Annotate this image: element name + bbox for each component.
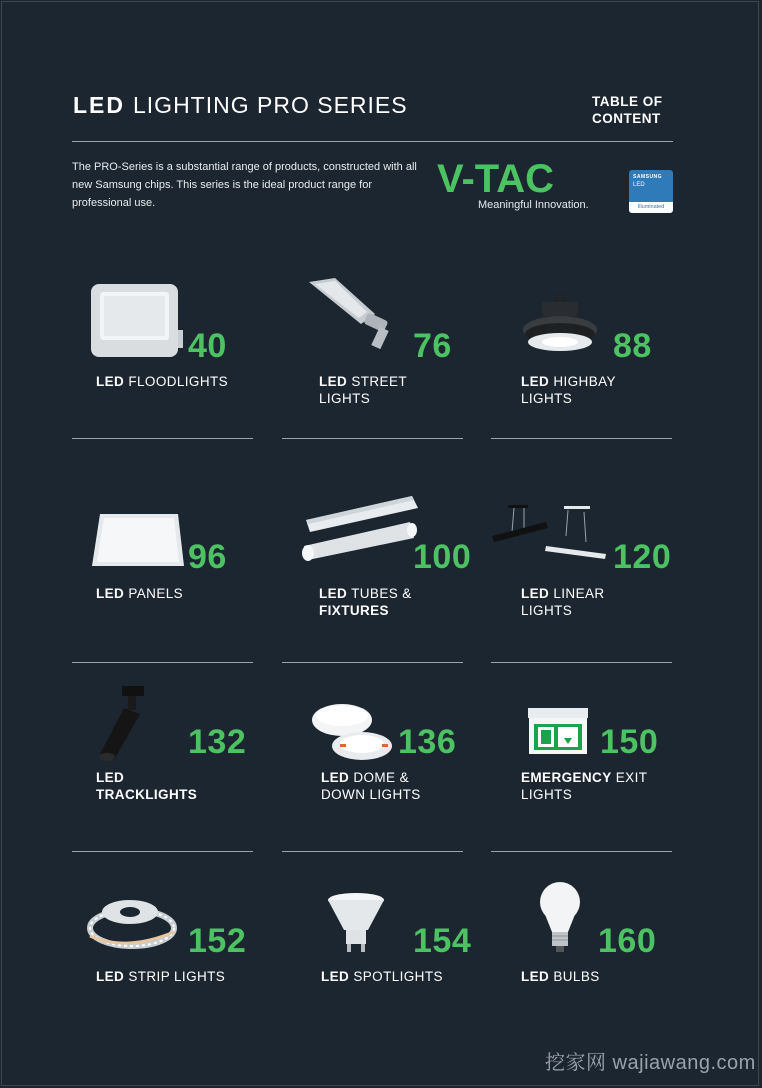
page-number-dome-down-lights: 136 [398,723,457,761]
divider-row2-col2 [282,662,463,663]
label-panels[interactable]: LED PANELS [96,586,184,601]
bulb-icon [538,878,586,958]
divider-row3-col3 [491,851,672,852]
label-street-lights[interactable]: LED STREET LIGHTS [319,374,408,406]
tracklight-icon [94,684,174,764]
vtac-logo [437,160,599,196]
label-bulbs[interactable]: LED BULBS [521,969,600,984]
label-linear-lights[interactable]: LED LINEAR LIGHTS [521,586,605,618]
divider-row2-col3 [491,662,672,663]
page-title: LED LIGHTING PRO SERIES [73,92,408,118]
divider-row2-col1 [72,662,253,663]
label-floodlights[interactable]: LED FLOODLIGHTS [96,374,229,389]
page-number-emergency-exit-lights: 150 [600,723,659,761]
page-number-street-lights: 76 [413,327,452,365]
divider-row1-col1 [72,438,253,439]
header-divider [72,141,673,142]
page-number-highbay-lights: 88 [613,327,652,365]
label-emergency-exit-lights[interactable]: EMERGENCY EXIT LIGHTS [521,770,648,802]
page-number-strip-lights: 152 [188,922,247,960]
strip-light-icon [86,896,178,952]
brand-tagline: Meaningful Innovation. [478,199,589,211]
tube-icon [300,494,420,566]
street-light-icon [305,276,400,352]
dome-light-icon [310,700,400,762]
svg-text:V-TAC: V-TAC [437,160,555,196]
spotlight-icon [326,892,386,956]
highbay-icon [520,292,600,358]
linear-light-icon [490,502,610,562]
divider-row1-col3 [491,438,672,439]
panel-icon [90,512,185,568]
label-tracklights[interactable]: LED TRACKLIGHTS [96,770,198,802]
label-spotlights[interactable]: LED SPOTLIGHTS [321,969,443,984]
floodlight-icon [88,282,183,360]
divider-row1-col2 [282,438,463,439]
divider-row3-col1 [72,851,253,852]
watermark: 挖家网 wajiawang.com [545,1052,756,1074]
toc-heading: TABLE OF CONTENT [592,94,663,126]
page-number-floodlights: 40 [188,327,227,365]
page-number-spotlights: 154 [413,922,472,960]
label-dome-down-lights[interactable]: LED DOME & DOWN LIGHTS [321,770,421,802]
page-number-linear-lights: 120 [613,538,672,576]
label-highbay-lights[interactable]: LED HIGHBAY LIGHTS [521,374,616,406]
label-strip-lights[interactable]: LED STRIP LIGHTS [96,969,226,984]
label-tubes-fixtures[interactable]: LED TUBES & FIXTURES [319,586,412,618]
intro-text: The PRO-Series is a substantial range of products, constructed with all new Samsung chips. This series is the ideal product range for professional use. [72,161,417,209]
page-number-panels: 96 [188,538,227,576]
page-number-tracklights: 132 [188,723,247,761]
exit-sign-icon [528,708,588,756]
samsung-led-badge: SAMSUNG LED Illuminated [629,170,673,213]
divider-row3-col2 [282,851,463,852]
page-number-tubes-fixtures: 100 [413,538,472,576]
page-number-bulbs: 160 [598,922,657,960]
